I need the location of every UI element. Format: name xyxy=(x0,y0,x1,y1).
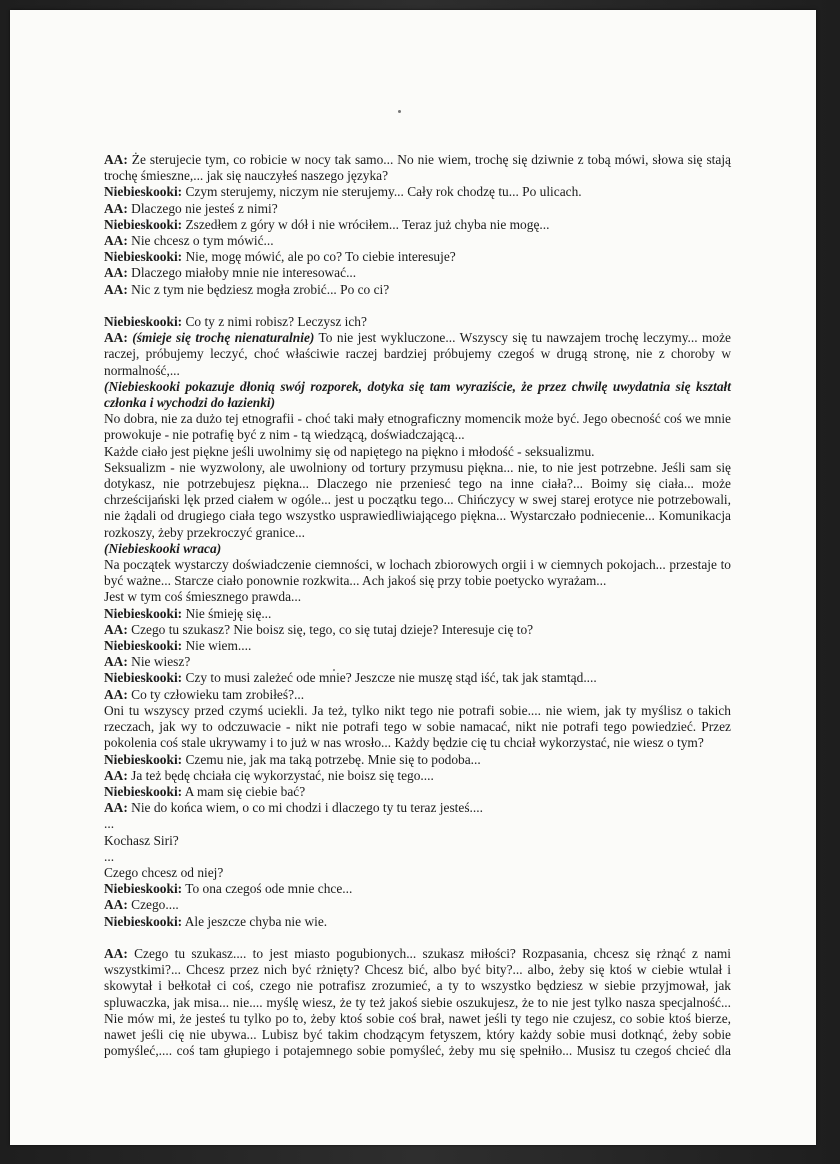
line-text: Co ty człowieku tam zrobiłeś?... xyxy=(127,686,305,702)
text-line xyxy=(104,735,731,751)
line-text: spluwaczka, jak misa... nie.... myślę wiesz, że ty też jakoś siebie oszukujesz, że to nie jest tylko nasza specjalność... xyxy=(104,994,731,1010)
speaker-label: Niebieskooki: xyxy=(104,783,183,799)
line-text: Dlaczego miałoby mnie nie interesować... xyxy=(127,265,357,281)
text-line xyxy=(104,784,731,800)
line-text: Nie śmieję się... xyxy=(182,605,272,621)
text-line xyxy=(104,411,731,427)
paragraph-break xyxy=(104,930,731,946)
text-line xyxy=(104,897,731,913)
line-text: Czego.... xyxy=(127,897,179,913)
line-text: Że sterujecie tym, co robicie w nocy tak samo... No nie wiem, trochę się dziwnie z tobą mówi, słowa się stają xyxy=(127,152,731,167)
line-text: Czego tu szukasz? Nie boisz się, tego, co się tutaj dzieje? Interesuje cię to? xyxy=(127,621,534,637)
line-text: Oni tu wszyscy przed czymś uciekli. Ja też, tylko nikt tego nie potrafi sobie.... nie wiem, jak ty myślisz o takich xyxy=(104,702,731,718)
speaker-label: Niebieskooki: xyxy=(104,913,183,929)
line-text: Każde ciało jest piękne jeśli uwolnimy się od napiętego na piękno i młodość - seksualizmu. xyxy=(104,443,595,459)
line-text: wszystkimi?... Chcesz przez nich być rżnięty? Chcesz bić, albo być bity?... albo, żeby się ktoś w ciebie wtulał i xyxy=(104,962,731,978)
speaker-label: AA: xyxy=(104,233,128,249)
line-text: Nic z tym nie będziesz mogła zrobić... Po co ci? xyxy=(127,281,390,297)
line-text: Ale jeszcze chyba nie wie. xyxy=(182,913,328,929)
text-line xyxy=(104,978,731,994)
line-text: dotykasz, nie potrzebujesz piękna... Dlaczego nie przeniesć tego na inne ciała?... Boimy się ciała... może xyxy=(104,476,731,492)
text-line xyxy=(104,346,731,362)
speaker-label: AA: xyxy=(104,767,128,783)
text-line xyxy=(104,622,731,638)
text-line xyxy=(104,914,731,930)
text-line xyxy=(104,330,731,346)
line-text: Czego tu szukasz.... to jest miasto pogubionych... szukasz miłości? Rozpasania, chcesz się rżnąć z nami xyxy=(127,945,731,961)
line-text: Ja też będę chciała cię wykorzystać, nie boisz się tego.... xyxy=(127,767,434,783)
dialogue-text-block xyxy=(104,152,731,1059)
line-text: To nie jest wykluczone... Wszyscy się tu nawzajem trochę leczymy... może xyxy=(314,330,731,346)
text-line xyxy=(104,460,731,476)
line-text: Nie mów mi, że jesteś tu tylko po to, żeby ktoś sobie coś brał, nawet jeśli ty tego nie czujesz, co sobie ktoś bierze, xyxy=(104,1010,731,1026)
speaker-label: AA: xyxy=(104,654,128,670)
line-text: Nie do końca wiem, o co mi chodzi i dlaczego ty tu teraz jesteś.... xyxy=(127,800,483,816)
text-line xyxy=(104,184,731,200)
text-line xyxy=(104,816,731,832)
line-text: Nie wiem.... xyxy=(182,638,252,654)
line-text: rzeczach, jak wy to odczuwacie - nikt nie potrafi tego w sobie namacać, nikt nie potrafi tego powiedzieć. Przez xyxy=(104,719,731,735)
text-line xyxy=(104,233,731,249)
text-line xyxy=(104,395,731,411)
line-text: ... xyxy=(104,816,115,832)
text-line xyxy=(104,881,731,897)
speaker-label: Niebieskooki: xyxy=(104,638,183,654)
line-text: chrześcijański lęk przed ciałem w ogóle... jest u początku tego... Chińczycy w swej starej erotyce nie potrzebowali, xyxy=(104,492,731,508)
text-line xyxy=(104,168,731,184)
text-line xyxy=(104,557,731,573)
text-line xyxy=(104,476,731,492)
speaker-label: AA: xyxy=(104,945,128,961)
line-text: Jest w tym coś śmiesznego prawda... xyxy=(104,589,302,605)
text-line xyxy=(104,849,731,865)
line-text: Czym sterujemy, niczym nie sterujemy... Cały rok chodzę tu... Po ulicach. xyxy=(182,184,582,200)
stage-direction: (Niebieskooki wraca) xyxy=(104,540,222,556)
line-text: Seksualizm - nie wyzwolony, ale uwolniony od tortury przymusu piękna... nie, to nie jest potrzebne. Jeśli sam się xyxy=(104,459,731,475)
stage-direction: (śmieje się trochę nienaturalnie) xyxy=(127,330,315,346)
text-line xyxy=(104,363,731,379)
text-line xyxy=(104,670,731,686)
line-text: pokolenia coś stale ukrywamy i to już w nas wrosło... Każdy będzie cię tu chciał wykorzystać, nie wiesz o tym? xyxy=(104,735,704,751)
line-text: rozkoszy, żeby przekroczyć granice... xyxy=(104,524,305,540)
line-text: nawet jeśli cię nie ubywa... Lubisz być takim chodzącym fetyszem, który każdy sobie musi dotknąć, żeby sobie xyxy=(104,1026,731,1042)
text-line xyxy=(104,379,731,395)
text-line xyxy=(104,282,731,298)
line-text: nie żądali od drugiego ciała tego wszystko usprawiedliwiającego piękna... Wystarczało podniecenie... Komunikacja xyxy=(104,508,731,524)
line-text: Kochasz Siri? xyxy=(104,832,179,848)
line-text: Nie, mogę mówić, ale po co? To ciebie interesuje? xyxy=(182,249,456,265)
text-line xyxy=(104,865,731,881)
line-text: być ważne... Starcze ciało ponownie rozkwita... Ach jakoś się przy tobie poetycko wyrażam... xyxy=(104,573,607,589)
stage-direction: (Niebieskooki pokazuje dłonią swój rozporek, dotyka się tam wyraziście, że przez chwilę uwydatnia się kształt xyxy=(104,378,731,394)
text-line xyxy=(104,1027,731,1043)
line-text: Czy to musi zależeć ode mnie? Jeszcze nie muszę stąd iść, tak jak stamtąd.... xyxy=(182,670,597,686)
text-line xyxy=(104,589,731,605)
speaker-label: Niebieskooki: xyxy=(104,249,183,265)
speaker-label: AA: xyxy=(104,800,128,816)
text-line xyxy=(104,833,731,849)
speaker-label: AA: xyxy=(104,152,128,167)
speaker-label: AA: xyxy=(104,330,128,346)
text-line xyxy=(104,800,731,816)
text-line xyxy=(104,525,731,541)
text-line xyxy=(104,995,731,1011)
speaker-label: Niebieskooki: xyxy=(104,184,183,200)
speaker-label: Niebieskooki: xyxy=(104,751,183,767)
dust-speck xyxy=(398,110,401,113)
speaker-label: AA: xyxy=(104,265,128,281)
text-line xyxy=(104,606,731,622)
text-line xyxy=(104,249,731,265)
text-line xyxy=(104,217,731,233)
line-text: Zszedłem z góry w dół i nie wróciłem... Teraz już chyba nie mogę... xyxy=(182,216,550,232)
speaker-label: AA: xyxy=(104,897,128,913)
text-line xyxy=(104,962,731,978)
speaker-label: AA: xyxy=(104,200,128,216)
text-line xyxy=(104,703,731,719)
speaker-label: Niebieskooki: xyxy=(104,670,183,686)
text-line xyxy=(104,541,731,557)
speaker-label: Niebieskooki: xyxy=(104,314,183,330)
line-text: No dobra, nie za dużo tej etnografii - choć taki mały etnograficzny momencik może być. Jego obecność coś we mnie xyxy=(104,411,731,427)
speaker-label: Niebieskooki: xyxy=(104,605,183,621)
document-page xyxy=(10,10,816,1145)
text-line xyxy=(104,444,731,460)
text-line xyxy=(104,654,731,670)
line-text: trochę śmieszne,... jak się nauczyłeś naszego języka? xyxy=(104,168,389,184)
line-text: Nie wiesz? xyxy=(127,654,191,670)
text-line xyxy=(104,314,731,330)
line-text: prowokuje - nie potrafię być z nim - tą wiedzącą, doświadczającą... xyxy=(104,427,465,443)
line-text: Na początek wystarczy doświadczenie ciemności, w lochach zbiorowych orgii i w ciemnych pokojach... przestaje to xyxy=(104,557,731,573)
text-line xyxy=(104,492,731,508)
speaker-label: AA: xyxy=(104,621,128,637)
speaker-label: AA: xyxy=(104,281,128,297)
stage-direction: członka i wychodzi do łazienki) xyxy=(104,395,276,411)
line-text: Dlaczego nie jesteś z nimi? xyxy=(127,200,278,216)
line-text: To ona czegoś ode mnie chce... xyxy=(182,881,353,897)
line-text: Czemu nie, jak ma taką potrzebę. Mnie się to podoba... xyxy=(182,751,481,767)
text-line xyxy=(104,687,731,703)
speaker-label: Niebieskooki: xyxy=(104,881,183,897)
text-line xyxy=(104,752,731,768)
line-text: Czego chcesz od niej? xyxy=(104,864,224,880)
line-text: Nie chcesz o tym mówić... xyxy=(127,233,274,249)
line-text: normalność,... xyxy=(104,362,180,378)
speaker-label: AA: xyxy=(104,686,128,702)
line-text: raczej, próbujemy leczyć, choć właściwie raczej bardziej próbujemy czegoś w drugą stronę, nie z choroby w xyxy=(104,346,731,362)
text-line xyxy=(104,1011,731,1027)
line-text: Co ty z nimi robisz? Leczysz ich? xyxy=(182,314,367,330)
text-line xyxy=(104,1043,731,1059)
text-line xyxy=(104,427,731,443)
text-line xyxy=(104,508,731,524)
text-line xyxy=(104,152,731,168)
line-text: skowytał i bełkotał ci coś, czego nie potrafisz zrozumieć, a ty to wszystko będziesz w siebie przyjmował, jak xyxy=(104,978,731,994)
line-text: ... xyxy=(104,848,115,864)
line-text: pomyśleć,.... coś tam głupiego i potajemnego sobie pomyśleć, żeby mu się spełniło... Musisz tu czegoś chcieć dla xyxy=(104,1043,731,1059)
text-line xyxy=(104,638,731,654)
text-line xyxy=(104,201,731,217)
text-line xyxy=(104,768,731,784)
paragraph-break xyxy=(104,298,731,314)
speaker-label: Niebieskooki: xyxy=(104,216,183,232)
text-line xyxy=(104,265,731,281)
text-line xyxy=(104,573,731,589)
text-line xyxy=(104,946,731,962)
text-line xyxy=(104,719,731,735)
line-text: A mam się ciebie bać? xyxy=(182,783,306,799)
